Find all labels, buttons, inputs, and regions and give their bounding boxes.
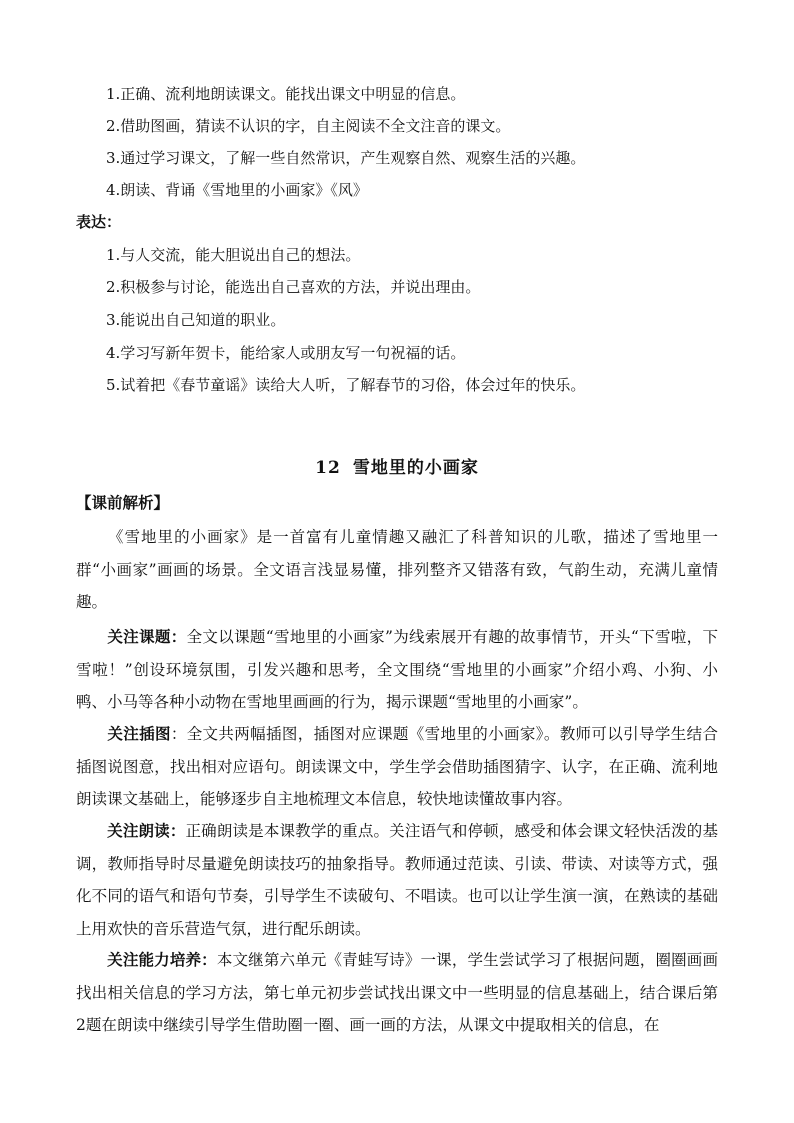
topic-paragraph	[76, 621, 718, 719]
expression-goal-1: 1.与人交流，能大胆说出自己的想法。	[106, 246, 361, 264]
lesson-title	[0, 456, 794, 480]
reading-goal-4: 4.朗读、背诵《雪地里的小画家》《风》	[106, 181, 368, 199]
lesson-title-text: 雪地里的小画家	[352, 458, 479, 478]
topic-label: 关注课题：	[107, 627, 187, 646]
reading-goal-2: 2.借助图画，猜读不认识的字，自主阅读不全文注音的课文。	[106, 117, 511, 135]
illustration-paragraph	[76, 718, 718, 816]
expression-heading: 表达：	[76, 213, 122, 231]
intro-text: 《雪地里的小画家》是一首富有儿童情趣又融汇了科普知识的儿歌，描述了雪地里一群“小画家”画画的场景。全文语言浅显易懂，排列整齐又错落有致，气韵生动，充满儿童情趣。	[76, 528, 718, 611]
section-heading: 【课前解析】	[76, 493, 170, 512]
illustration-text: ：全文共两幅插图，插图对应课题《雪地里的小画家》。教师可以引导学生结合插图说图意，找出相对应语句。朗读课文中，学生学会借助插图猜字、认字，在正确、流利地朗读课文基础上，能够逐步自主地梳理文本信息，较快地读懂故事内容。	[76, 725, 718, 808]
reading-label: 关注朗读：	[107, 821, 186, 840]
reading-goal-3: 3.通过学习课文，了解一些自然常识，产生观察自然、观察生活的兴趣。	[106, 149, 586, 167]
illustration-label: 关注插图	[107, 724, 171, 743]
ability-paragraph	[76, 944, 718, 1042]
expression-goal-5: 5.试着把《春节童谣》读给大人听，了解春节的习俗，体会过年的快乐。	[106, 376, 586, 394]
reading-paragraph	[76, 815, 718, 945]
lesson-number: 12	[315, 458, 341, 478]
ability-text: 本文继第六单元《青蛙写诗》一课，学生尝试学习了根据问题，圈圈画画找出相关信息的学习方法，第七单元初步尝试找出课文中一些明显的信息基础上，结合课后第2题在朗读中继续引导学生借助圈一圈、画一画的方法，从课文中提取相关的信息，在	[76, 951, 718, 1034]
expression-goal-4: 4.学习写新年贺卡，能给家人或朋友写一句祝福的话。	[106, 344, 466, 362]
ability-label: 关注能力培养：	[107, 950, 217, 969]
expression-goal-2: 2.积极参与讨论，能选出自己喜欢的方法，并说出理由。	[106, 278, 481, 296]
topic-text: 全文以课题“雪地里的小画家”为线索展开有趣的故事情节，开头“下雪啦，下雪啦！”创设环境氛围，引发兴趣和思考，全文围绕“雪地里的小画家”介绍小鸡、小狗、小鸭、小马等各种小动物在雪地里画画的行为，揭示课题“雪地里的小画家”。	[76, 628, 718, 711]
expression-goal-3: 3.能说出自己知道的职业。	[106, 311, 286, 329]
intro-paragraph	[76, 521, 718, 619]
reading-text: 正确朗读是本课教学的重点。关注语气和停顿，感受和体会课文轻快活泼的基调，教师指导时尽量避免朗读技巧的抽象指导。教师通过范读、引读、带读、对读等方式，强化不同的语气和语句节奏，引导学生不读破句、不唱读。也可以让学生演一演，在熟读的基础上用欢快的音乐营造气氛，进行配乐朗读。	[76, 822, 718, 938]
reading-goal-1: 1.正确、流利地朗读课文。能找出课文中明显的信息。	[106, 85, 466, 103]
